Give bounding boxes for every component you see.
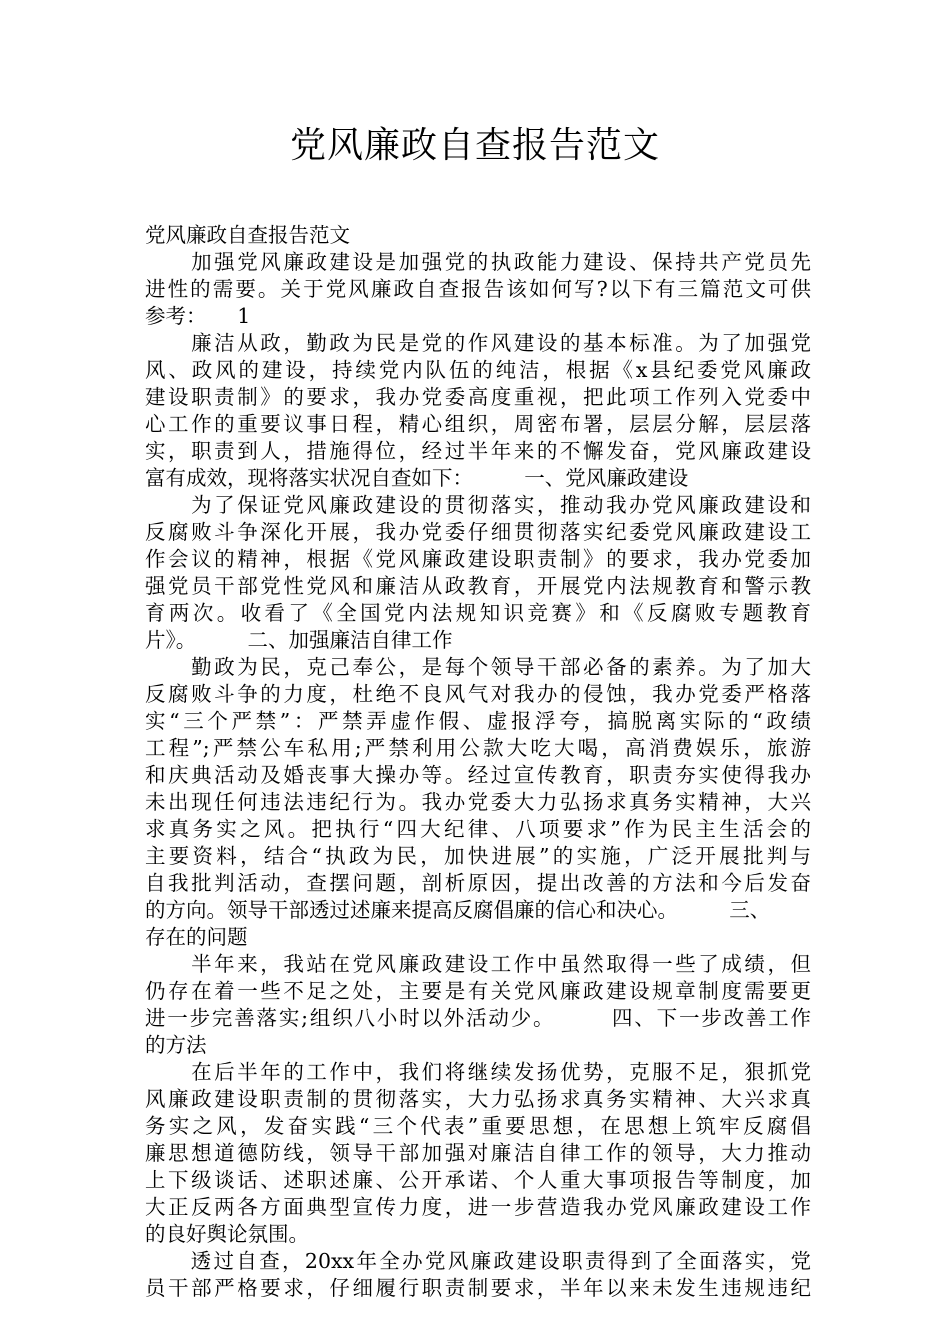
- document-body: [145, 222, 811, 1302]
- body-line: 富有成效，现将落实状况自查如下： 一、党风廉政建设: [145, 466, 689, 490]
- body-line: 务实之风，发奋实践“三个代表”重要思想，在思想上筑牢反腐倡: [145, 1114, 811, 1138]
- body-line: 加强党风廉政建设是加强党的执政能力建设、保持共产党员先: [145, 250, 811, 274]
- body-line: 勤政为民，克己奉公，是每个领导干部必备的素养。为了加大: [145, 655, 811, 679]
- body-line: 工程”;严禁公车私用;严禁利用公款大吃大喝，高消费娱乐，旅游: [145, 736, 811, 760]
- body-line: 廉洁从政，勤政为民是党的作风建设的基本标准。为了加强党: [145, 331, 811, 355]
- body-line: 和庆典活动及婚丧事大操办等。经过宣传教育，职责夯实使得我办: [145, 763, 811, 787]
- body-line: 在后半年的工作中，我们将继续发扬优势，克服不足，狠抓党: [145, 1060, 811, 1084]
- body-line: 未出现任何违法违纪行为。我办党委大力弘扬求真务实精神，大兴: [145, 790, 811, 814]
- body-line: 大正反两各方面典型宣传力度，进一步营造我办党风廉政建设工作: [145, 1195, 811, 1219]
- body-line: 作会议的精神，根据《党风廉政建设职责制》的要求，我办党委加: [145, 547, 811, 571]
- body-line: 上下级谈话、述职述廉、公开承诺、个人重大事项报告等制度，加: [145, 1168, 811, 1192]
- body-line: 实“三个严禁”：严禁弄虚作假、虚报浮夸，搞脱离实际的“政绩: [145, 709, 811, 733]
- body-line: 廉思想道德防线，领导干部加强对廉洁自律工作的领导，大力推动: [145, 1141, 811, 1165]
- body-line: 强党员干部党性党风和廉洁从政教育，开展党内法规教育和警示教: [145, 574, 811, 598]
- body-line: 风、政风的建设，持续党内队伍的纯洁，根据《x县纪委党风廉政: [145, 358, 811, 382]
- body-line: 为了保证党风廉政建设的贯彻落实，推动我办党风廉政建设和: [145, 493, 811, 517]
- body-line: 求真务实之风。把执行“四大纪律、八项要求”作为民主生活会的: [145, 817, 811, 841]
- body-line: 员干部严格要求，仔细履行职责制要求，半年以来未发生违规违纪: [145, 1276, 811, 1300]
- body-line: 实，职责到人，措施得位，经过半年来的不懈发奋，党风廉政建设: [145, 439, 811, 463]
- document-title: 党风廉政自查报告范文: [289, 125, 660, 166]
- body-line: 存在的问题: [145, 925, 248, 949]
- body-line: 主要资料，结合“执政为民，加快进展”的实施，广泛开展批判与: [145, 844, 811, 868]
- body-line: 的良好舆论氛围。: [145, 1222, 309, 1246]
- body-line: 的方向。领导干部透过述廉来提高反腐倡廉的信心和决心。 三、: [145, 898, 771, 922]
- body-line: 透过自查，20xx年全办党风廉政建设职责得到了全面落实，党: [145, 1249, 811, 1273]
- body-line: 党风廉政自查报告范文: [145, 223, 350, 247]
- body-line: 半年来，我站在党风廉政建设工作中虽然取得一些了成绩，但: [145, 952, 811, 976]
- body-line: 反腐败斗争深化开展，我办党委仔细贯彻落实纪委党风廉政建设工: [145, 520, 811, 544]
- body-line: 片》。 二、加强廉洁自律工作: [145, 628, 453, 652]
- body-line: 进一步完善落实;组织八小时以外活动少。 四、下一步改善工作: [145, 1006, 811, 1030]
- body-line: 参考： 1: [145, 304, 251, 328]
- body-line: 反腐败斗争的力度，杜绝不良风气对我办的侵蚀，我办党委严格落: [145, 682, 811, 706]
- body-line: 育两次。收看了《全国党内法规知识竞赛》和《反腐败专题教育: [145, 601, 811, 625]
- body-line: 仍存在着一些不足之处，主要是有关党风廉政建设规章制度需要更: [145, 979, 811, 1003]
- body-line: 进性的需要。关于党风廉政自查报告该如何写?以下有三篇范文可供: [145, 277, 811, 301]
- body-line: 自我批判活动，查摆问题，剖析原因，提出改善的方法和今后发奋: [145, 871, 811, 895]
- body-line: 心工作的重要议事日程，精心组织，周密布署，层层分解，层层落: [145, 412, 811, 436]
- body-line: 风廉政建设职责制的贯彻落实，大力弘扬求真务实精神、大兴求真: [145, 1087, 811, 1111]
- body-line: 的方法: [145, 1033, 207, 1057]
- body-line: 建设职责制》的要求，我办党委高度重视，把此项工作列入党委中: [145, 385, 811, 409]
